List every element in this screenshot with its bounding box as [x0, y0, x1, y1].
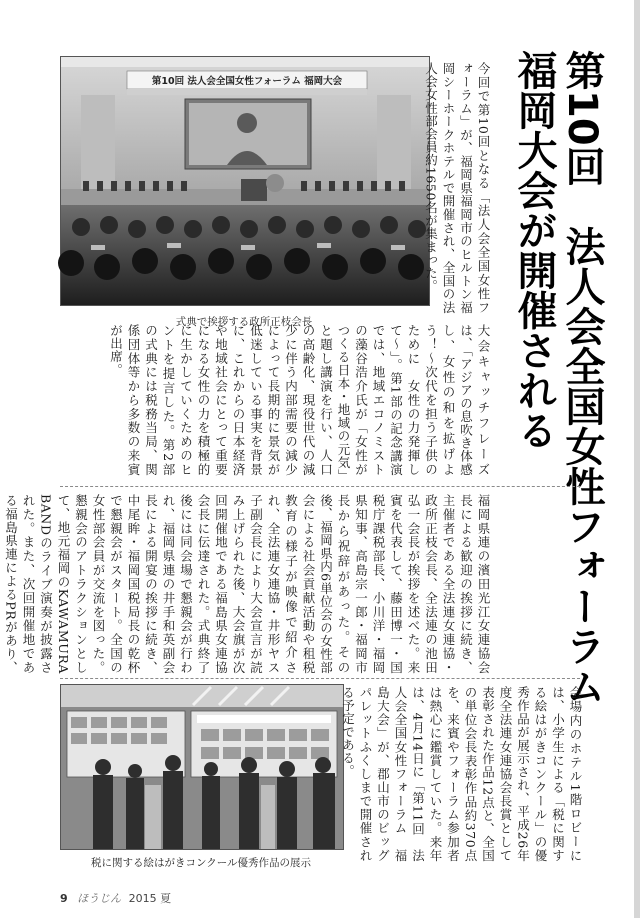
article-title-line-2: 福岡大会が開催される [511, 50, 557, 450]
article-lead-column: 今回で第10回となる「法人会全国女性フォーラム」が、福岡県福岡市のヒルトン福岡シーホークホテルで開催され、全国の法人会女性部会員約1650名が集まった。 [423, 62, 491, 314]
article-column-upper: 大会キャッチフレーズは、「アジアの息吹き体感し、女性の和を拡げよう！～次代を担う子供のために 女性の力発揮して～」。第1部の記念講演では、地域エコノミストの藻谷浩介氏が「女性がつくる日本・地域の元気」と題し講演を行い、人口の高齢化、現役世代の減少に伴う内部需要の減少によって長期的に景気が低迷している事実を背景に、これからの日本経済や地域社会にとって重要になる女性の力を積極的に生かしていくためのヒントを提言した。第2部の式典には税務当局、関係団体等から多数の来賓が出席。 [108, 324, 491, 476]
ceremony-photo [60, 56, 430, 306]
article-column-middle: 福岡県連の濱田光江女連協会長による歓迎の挨拶に続き、主催者である全法連女連協・政所正枝会長、全法連の池田弘一会長が挨拶を述べた。来賓を代表して、藤田博一・国税庁課税部長、小川洋・福岡県知事、高島宗一郎・福岡市長から祝辞があった。その後、福岡県内6単位会の女性部会による社会貢献活動や租税教育の様子が映像で紹介され、全法連女連協・井形ヤス子副会長により大会宣言が読み上げられた後、大会旗が次回開催地である福島県女連協会長に伝達された。式典終了後には同会場で懇親会が行われ、福岡県連の井手和英副会長による開宴の挨拶に続き、中尾眸・福岡国税局長の乾杯で懇親会がスタート。全国の女性部会員が交流を図った。懇親会のアトラクションとして、地元福岡のKAWAMURA BANDのライブ演奏が披露された。また、次回開催地である福島県連によるPRがあり、 [3, 494, 491, 674]
exhibition-photo-caption: 税に関する絵はがきコンクール優秀作品の展示 [90, 857, 312, 869]
article-column-lower: 会場内のホテル1階ロビーには、小学生による「税に関する絵はがきコンクール」の優秀作品が展示され、平成26年度全法連女連協会長賞として表彰された作品12点と、全国の単位会長表彰作品約370点を、来賓やフォーラム参加者は熱心に鑑賞していた。来年は、4月14日に「第11回 法人会全国女性フォーラム 福島大会」が、郡山市のビッグパレットふくしまで開催される予定である。 [340, 686, 583, 862]
photo-banner-text: 第10回 法人会全国女性フォーラム 福岡大会 [151, 76, 343, 87]
magazine-name: ほうじん [77, 892, 122, 905]
exhibition-photo-illustration [61, 685, 343, 849]
article-title-line-1: 第10回 法人会全国女性フォーラム [559, 50, 605, 706]
column-divider-2 [60, 678, 580, 679]
issue-label: 2015 夏 [128, 892, 172, 905]
page-number: 9 [60, 892, 68, 905]
page-edge-strip [634, 0, 640, 918]
exhibition-photo [60, 684, 344, 850]
ceremony-photo-caption: 式典で挨拶する政所正枝会長 [175, 316, 313, 328]
column-divider-1 [60, 486, 580, 487]
page-footer [60, 890, 171, 906]
ceremony-photo-illustration [61, 57, 429, 305]
